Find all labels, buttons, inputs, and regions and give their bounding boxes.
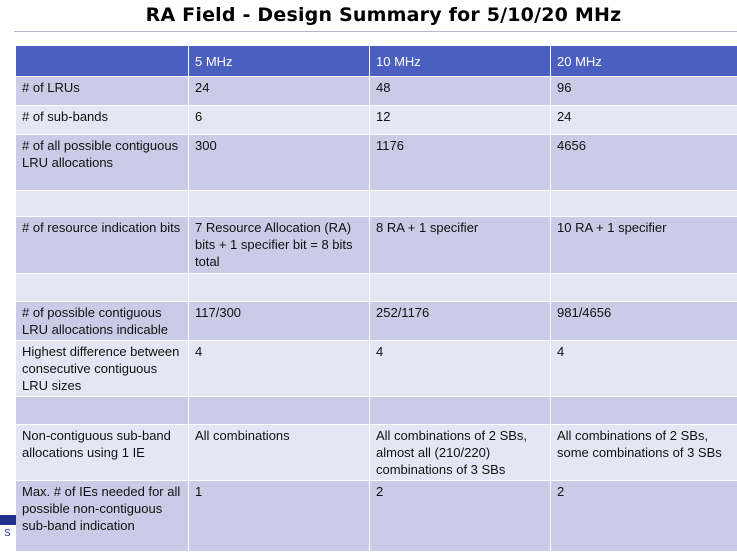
spacer-row: [16, 274, 737, 301]
cell-5mhz: 300: [189, 135, 369, 190]
cell-5mhz: 4: [189, 341, 369, 396]
cell-20mhz: All combinations of 2 SBs, some combinations of 3 SBs: [551, 425, 737, 480]
cell-20mhz: 96: [551, 77, 737, 105]
table-row: [16, 481, 737, 551]
title-divider: [14, 31, 737, 32]
cell-5mhz: 1: [189, 481, 369, 551]
spacer-row: [16, 397, 737, 424]
row-label: Max. # of IEs needed for all possible non-contiguous sub-band indication: [16, 481, 188, 551]
cell-20mhz: 981/4656: [551, 302, 737, 340]
cell-10mhz: 2: [370, 481, 550, 551]
cell-5mhz: 117/300: [189, 302, 369, 340]
table-row: [16, 302, 737, 340]
header-cell-empty: [16, 46, 188, 76]
cell-5mhz: All combinations: [189, 425, 369, 480]
table-row: [16, 135, 737, 190]
row-label: # of all possible contiguous LRU allocations: [16, 135, 188, 190]
table-row: [16, 217, 737, 273]
cell-10mhz: 252/1176: [370, 302, 550, 340]
row-label: # of possible contiguous LRU allocations indicable: [16, 302, 188, 340]
header-cell-5mhz: 5 MHz: [189, 46, 369, 76]
cell-10mhz: 1176: [370, 135, 550, 190]
header-cell-10mhz: 10 MHz: [370, 46, 550, 76]
spacer-row: [16, 191, 737, 216]
cell-20mhz: 4656: [551, 135, 737, 190]
cell-10mhz: 8 RA + 1 specifier: [370, 217, 550, 273]
cell-20mhz: 24: [551, 106, 737, 134]
row-label: Non-contiguous sub-band allocations using 1 IE: [16, 425, 188, 480]
row-label: # of sub-bands: [16, 106, 188, 134]
table-row: [16, 77, 737, 105]
row-label: # of resource indication bits: [16, 217, 188, 273]
design-summary-table: [15, 45, 737, 552]
slide-number: S: [4, 528, 11, 539]
table-header-row: [16, 46, 737, 76]
cell-20mhz: 4: [551, 341, 737, 396]
cell-20mhz: 10 RA + 1 specifier: [551, 217, 737, 273]
cell-10mhz: All combinations of 2 SBs, almost all (210/220) combinations of 3 SBs: [370, 425, 550, 480]
row-label: # of LRUs: [16, 77, 188, 105]
table-row: [16, 106, 737, 134]
row-label: Highest difference between consecutive contiguous LRU sizes: [16, 341, 188, 396]
slide-title: RA Field - Design Summary for 5/10/20 MHz: [145, 4, 622, 26]
table-row: [16, 341, 737, 396]
cell-10mhz: 4: [370, 341, 550, 396]
slide-footer-bar: [0, 515, 16, 525]
cell-10mhz: 48: [370, 77, 550, 105]
header-cell-20mhz: 20 MHz: [551, 46, 737, 76]
cell-20mhz: 2: [551, 481, 737, 551]
cell-5mhz: 24: [189, 77, 369, 105]
cell-5mhz: 6: [189, 106, 369, 134]
table-row: [16, 425, 737, 480]
cell-5mhz: 7 Resource Allocation (RA) bits + 1 specifier bit = 8 bits total: [189, 217, 369, 273]
cell-10mhz: 12: [370, 106, 550, 134]
